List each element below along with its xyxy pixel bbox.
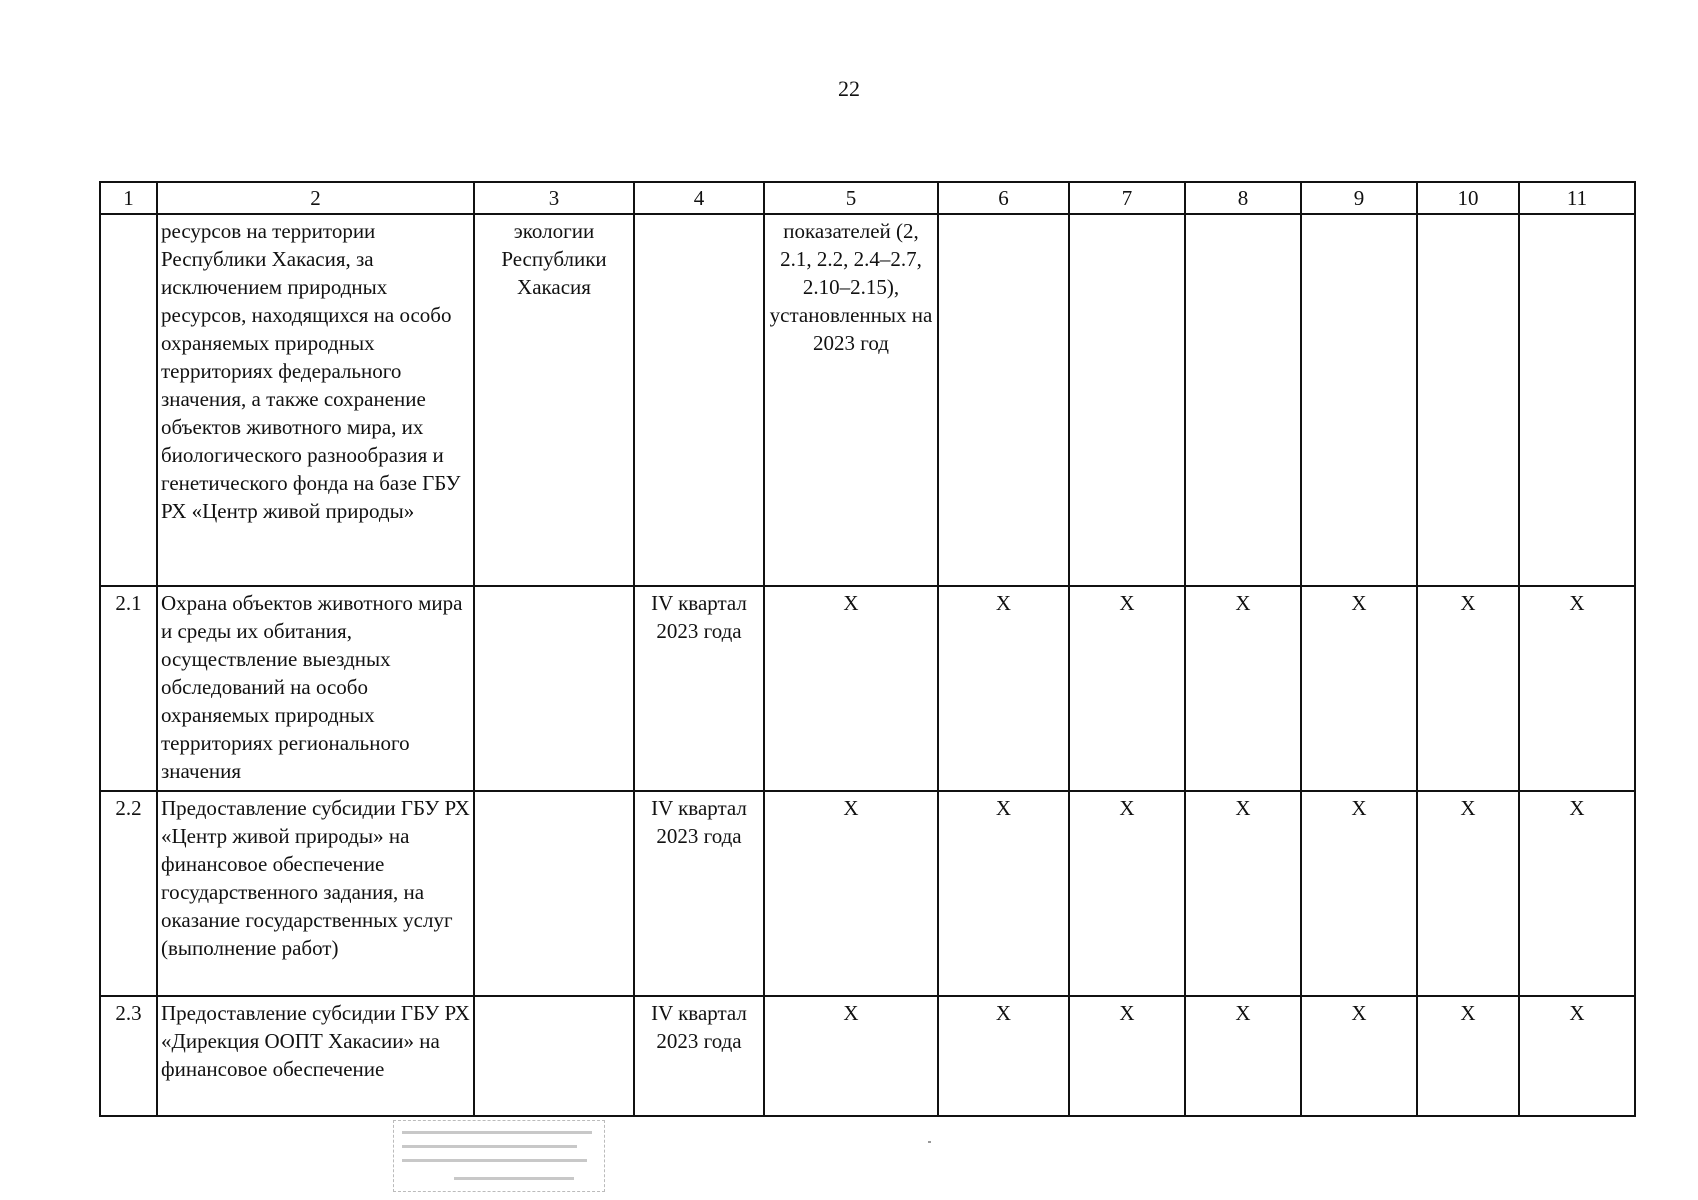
row-number: 2.1 [100,586,157,791]
table-cell [1069,214,1185,586]
expected-result: X [764,586,938,791]
responsible-executor: экологии Республики Хакасия [474,214,634,586]
faint-stamp [393,1120,605,1192]
table-cell: X [1417,791,1519,996]
responsible-executor [474,791,634,996]
table-cell: X [1301,586,1417,791]
responsible-executor [474,586,634,791]
deadline: IV квартал 2023 года [634,791,764,996]
table-cell: X [1069,586,1185,791]
header-cell: 6 [938,182,1069,214]
header-cell: 1 [100,182,157,214]
row-number: 2.3 [100,996,157,1116]
header-cell: 3 [474,182,634,214]
table-row [100,586,1635,791]
measure-description: ресурсов на территории Республики Хакасия, за исключением природных ресурсов, находящихся на особо охраняемых природных территориях федерального значения, а также сохранение объектов животного мира, их биологического разнообразия и генетического фонда на базе ГБУ РХ «Центр живой природы» [157,214,474,586]
row-number: 2.2 [100,791,157,996]
expected-result: X [764,791,938,996]
table-cell [938,214,1069,586]
table-header-row [100,182,1635,214]
table-row [100,996,1635,1116]
table-row [100,214,1635,586]
measure-description: Предоставление субсидии ГБУ РХ «Центр живой природы» на финансовое обеспечение государственного задания, на оказание государственных услуг (выполнение работ) [157,791,474,996]
expected-result: X [764,996,938,1116]
header-cell: 11 [1519,182,1635,214]
deadline [634,214,764,586]
plan-table [99,181,1636,1117]
header-cell: 2 [157,182,474,214]
deadline: IV квартал 2023 года [634,996,764,1116]
table-cell: X [1185,586,1301,791]
header-cell: 7 [1069,182,1185,214]
header-cell: 4 [634,182,764,214]
table-cell: X [1301,996,1417,1116]
table-cell: X [1069,791,1185,996]
table-cell [1301,214,1417,586]
expected-result: показателей (2, 2.1, 2.2, 2.4–2.7, 2.10–2.15), установленных на 2023 год [764,214,938,586]
table-cell: X [1417,586,1519,791]
measure-description: Охрана объектов животного мира и среды их обитания, осуществление выездных обследований на особо охраняемых природных территориях регионального значения [157,586,474,791]
table-cell: X [938,586,1069,791]
row-number [100,214,157,586]
table-cell: X [1301,791,1417,996]
table-cell: X [1519,791,1635,996]
table-cell [1185,214,1301,586]
table-cell: X [1519,586,1635,791]
responsible-executor [474,996,634,1116]
header-cell: 8 [1185,182,1301,214]
table-cell [1519,214,1635,586]
table-cell: X [1519,996,1635,1116]
page-number: 22 [838,76,860,101]
measure-description: Предоставление субсидии ГБУ РХ «Дирекция ООПТ Хакасии» на финансовое обеспечение [157,996,474,1116]
table-row [100,791,1635,996]
table-cell: X [1185,791,1301,996]
header-cell: 10 [1417,182,1519,214]
header-cell: 5 [764,182,938,214]
table-cell: X [938,996,1069,1116]
scan-speck [928,1141,931,1143]
header-cell: 9 [1301,182,1417,214]
deadline: IV квартал 2023 года [634,586,764,791]
table-cell: X [938,791,1069,996]
table-cell [1417,214,1519,586]
table-cell: X [1069,996,1185,1116]
table-cell: X [1417,996,1519,1116]
table-cell: X [1185,996,1301,1116]
